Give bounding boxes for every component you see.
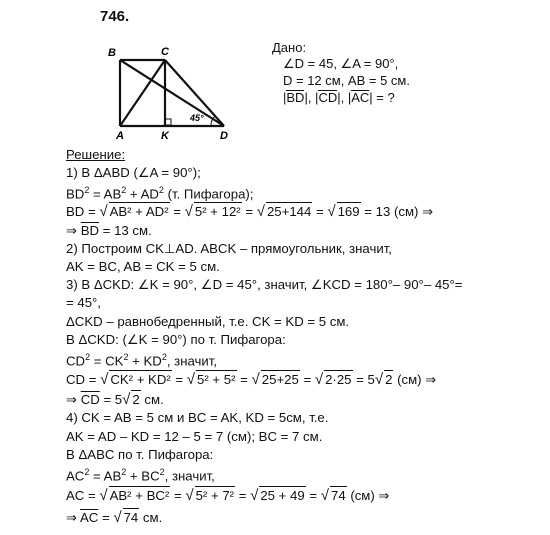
solution-line-9: ΔCKD – равнобедренный, т.е. CK = KD = 5 см. — [66, 314, 350, 329]
solution-line-17: $AC^2 = AB^2 + BC^2$, значит, — [66, 467, 215, 484]
solution-line-3: BD = √ AB² + AD² = √ 5² + 12² = √ 25+144 = √ 169 = 13 (см) ⇒ — [66, 203, 434, 220]
vector-ac: AC — [351, 90, 370, 105]
solution-line-16: В ΔABC по т. Пифагора: — [66, 447, 214, 462]
label-c: C — [161, 46, 169, 58]
segment-bd — [120, 60, 224, 126]
label-k: K — [161, 130, 169, 140]
solution-line-1: 1) В ΔABD (∠A = 90°); — [66, 165, 201, 180]
solution-line-7: 3) В ΔCKD: ∠K = 90°, ∠D = 45°, значит, ∠KCD = 180°– 90°– 45°= — [66, 277, 463, 292]
solution-line-10: В ΔCKD: (∠K = 90°) по т. Пифагора: — [66, 332, 286, 347]
solution-line-2: $BD^2 = AB^2 + AD^2$ (т. Пифагора); — [66, 185, 254, 202]
solution-line-18: AC = √ AB² + BC² = √ 5² + 7² = √ 25 + 49 = √ 74 (см) ⇒ — [66, 487, 390, 504]
label-a: A — [116, 130, 124, 140]
given-line-3: |BD|, |CD|, |AC| = ? — [283, 90, 395, 105]
solution-line-6: AK = BC, AB = CK = 5 см. — [66, 259, 220, 274]
vector-cd: CD — [318, 90, 338, 105]
solution-line-8: = 45°, — [66, 295, 101, 310]
solution-header: Решение: — [66, 147, 126, 162]
given-title: Дано: — [272, 40, 307, 55]
given-line-2: D = 12 см, AB = 5 см. — [283, 73, 410, 88]
solution-line-19: ⇒ $\overline{AC}$ = √ 74 см. — [66, 509, 163, 526]
given-line-1: ∠D = 45, ∠A = 90°, — [283, 56, 399, 71]
label-b: B — [108, 47, 116, 59]
solution-line-12: CD = √ CK² + KD² = √ 5² + 5² = √ 25+25 = √ 2·25 = 5√ 2 (см) ⇒ — [66, 371, 437, 388]
solution-line-14: 4) CK = AB = 5 см и BC = AK, KD = 5см, т.е. — [66, 410, 329, 425]
solution-line-4: ⇒ $\overline{BD} = 13$ см. — [66, 223, 152, 238]
vector-bd: BD — [286, 90, 305, 105]
solution-line-5: 2) Построим CK⊥AD. ABCK – прямоугольник, значит, — [66, 241, 392, 256]
solution-line-15: AK = AD – KD = 12 – 5 = 7 (см); BC = 7 см. — [66, 429, 323, 444]
solution-line-11: $CD^2 = CK^2 + KD^2$, значит, — [66, 352, 218, 369]
problem-number: 746. — [100, 8, 130, 25]
label-d: D — [220, 130, 228, 140]
solution-line-13: ⇒ $\overline{CD} = 5√$ 2 см. — [66, 391, 164, 408]
label-angle: 45° — [190, 113, 204, 123]
trapezoid-figure — [108, 42, 238, 140]
segment-ac — [120, 60, 165, 126]
